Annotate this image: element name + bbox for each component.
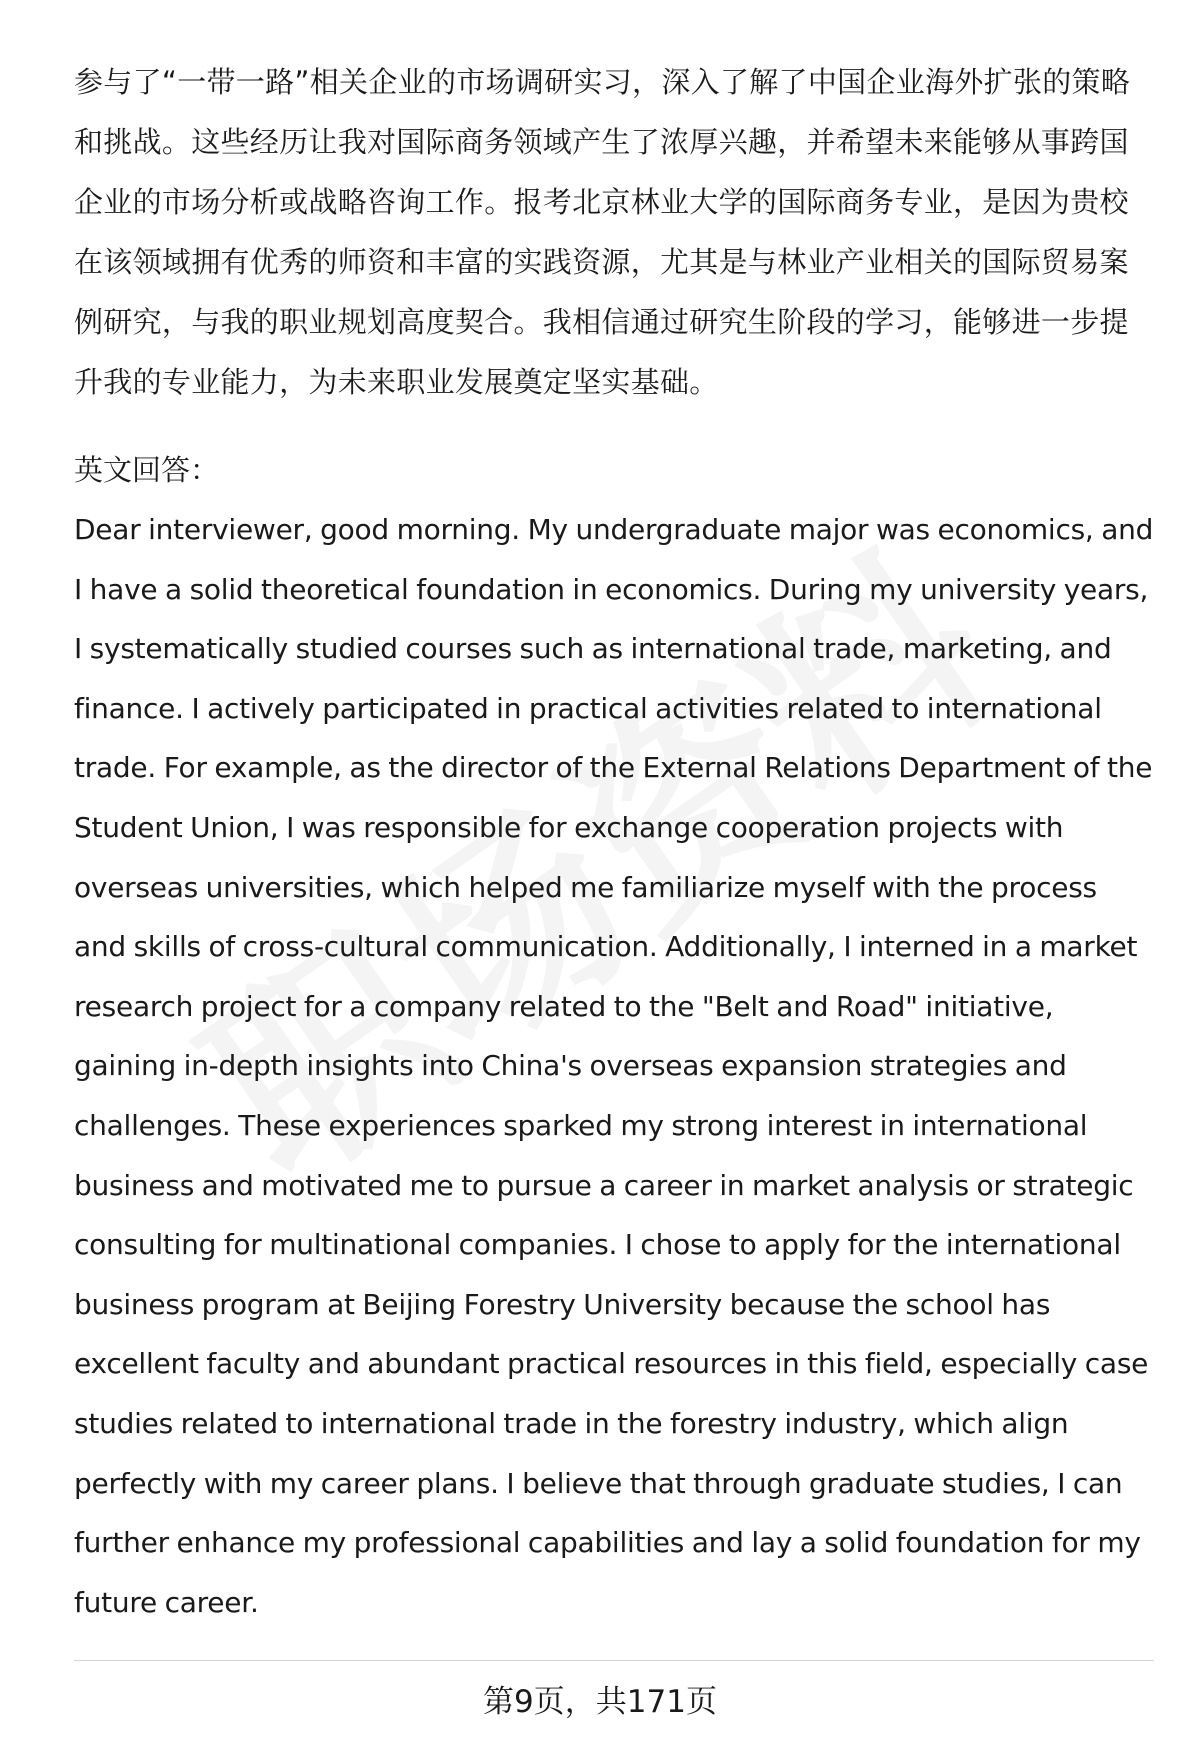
page-number: 第9页，共171页 [483,1684,717,1720]
english-answer-heading: 英文回答： [74,453,220,487]
chinese-answer-paragraph: 参与了“一带一路”相关企业的市场调研实习，深入了解了中国企业海外扩张的策略和挑战。这些经历让我对国际商务领域产生了浓厚兴趣，并希望未来能够从事跨国企业的市场分析或战略咨询工作。报考北京林业大学的国际商务专业，是因为贵校在该领域拥有优秀的师资和丰富的实践资源，尤其是与林业产业相关的国际贸易案例研究，与我的职业规划高度契合。我相信通过研究生阶段的学习，能够进一步提升我的专业能力，为未来职业发展奠定坚实基础。 [74,65,1131,399]
footer-divider [74,1660,1154,1661]
english-answer-paragraph: Dear interviewer, good morning. My undergraduate major was economics, and I have a solid theoretical foundation in economics. During my university years, I systematically studied courses such as international trade, marketing, and finance. I actively participated in practical activities related to international trade. For example, as the director of the External Relations Department of the Student Union, I was responsible for exchange cooperation projects with overseas universities, which helped me familiarize myself with the process and skills of cross-cultural communication. Additionally, I interned in a market research project for a company related to the "Belt and Road" initiative, gaining in-depth insights into China's overseas expansion strategies and challenges. These experiences sparked my strong interest in international business and motivated me to pursue a career in market analysis or strategic consulting for multinational companies. I chose to apply for the international business program at Beijing Forestry University because the school has excellent faculty and abundant practical resources in this field, especially case studies related to international trade in the forestry industry, which align perfectly with my career plans. I believe that through graduate studies, I can further enhance my professional capabilities and lay a solid foundation for my future career. [74,513,1154,1619]
page-content [74,52,1154,1632]
